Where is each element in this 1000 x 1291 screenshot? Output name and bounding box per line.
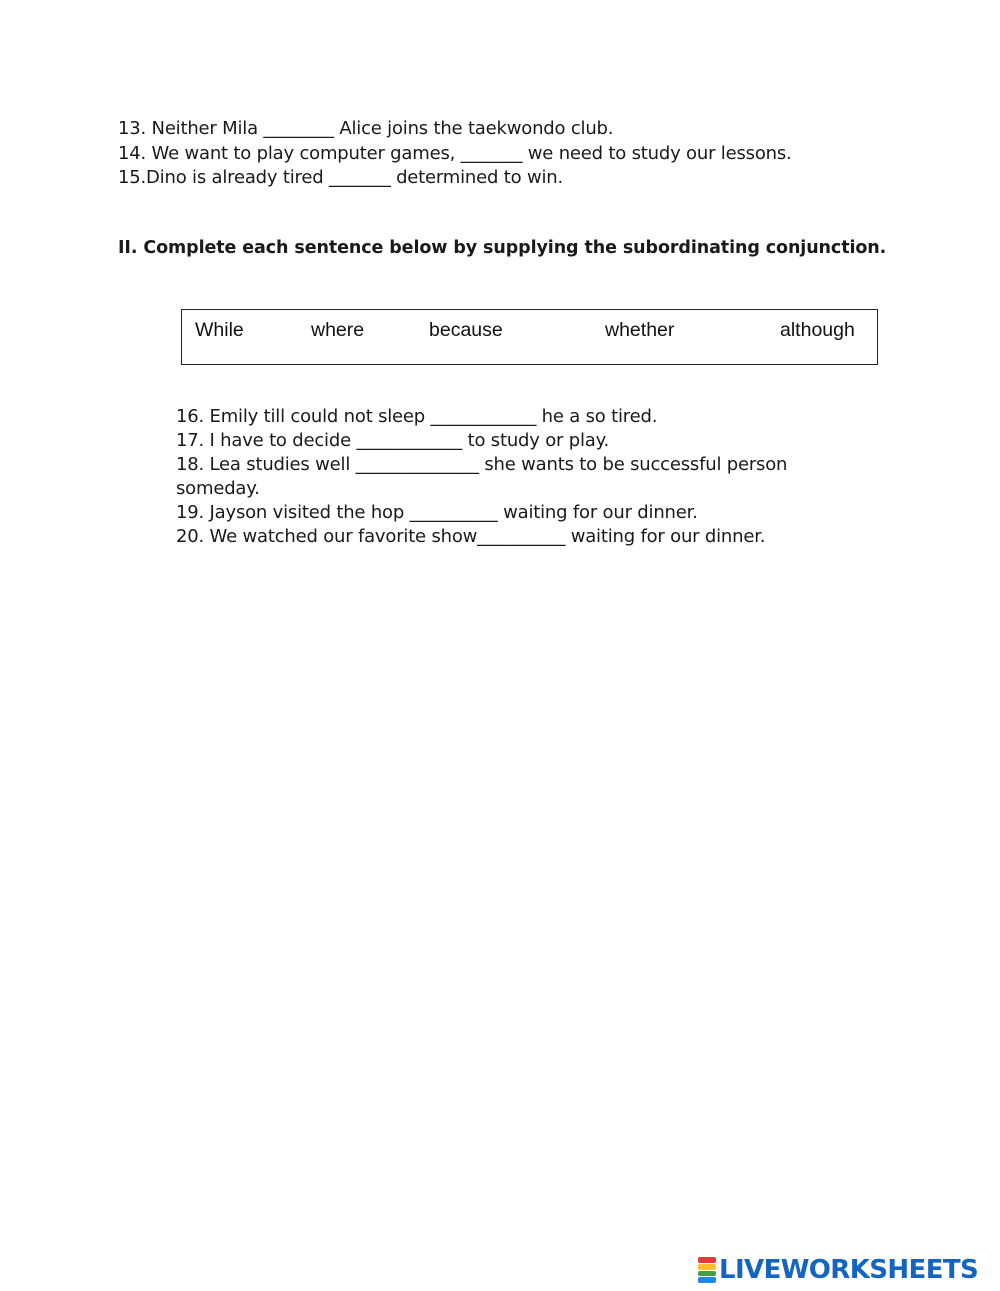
section-heading: II. Complete each sentence below by supplying the subordinating conjunction. [118, 238, 887, 258]
word-bank-item: where [311, 319, 365, 341]
word-bank [181, 309, 878, 365]
question-16: 16. Emily till could not sleep ____________ he a so tired. [176, 406, 658, 427]
liveworksheets-brand [698, 1253, 978, 1287]
word-bank-item: whether [605, 319, 675, 341]
word-bank-item: because [429, 319, 503, 341]
question-18: 18. Lea studies well ______________ she wants to be successful person [176, 454, 788, 475]
brand-name: LIVEWORKSHEETS [719, 1255, 979, 1285]
question-14: 14. We want to play computer games, _______ we need to study our lessons. [118, 143, 792, 164]
question-20: 20. We watched our favorite show__________ waiting for our dinner. [176, 526, 766, 547]
word-bank-item: although [780, 319, 855, 341]
question-19: 19. Jayson visited the hop __________ waiting for our dinner. [176, 502, 698, 523]
question-15: 15.Dino is already tired _______ determined to win. [118, 167, 564, 188]
question-18-continued: someday. [176, 478, 260, 499]
liveworksheets-logo-icon [698, 1257, 716, 1283]
question-17: 17. I have to decide ____________ to study or play. [176, 430, 610, 451]
question-13: 13. Neither Mila ________ Alice joins the taekwondo club. [118, 118, 614, 139]
word-bank-item: While [195, 319, 244, 341]
